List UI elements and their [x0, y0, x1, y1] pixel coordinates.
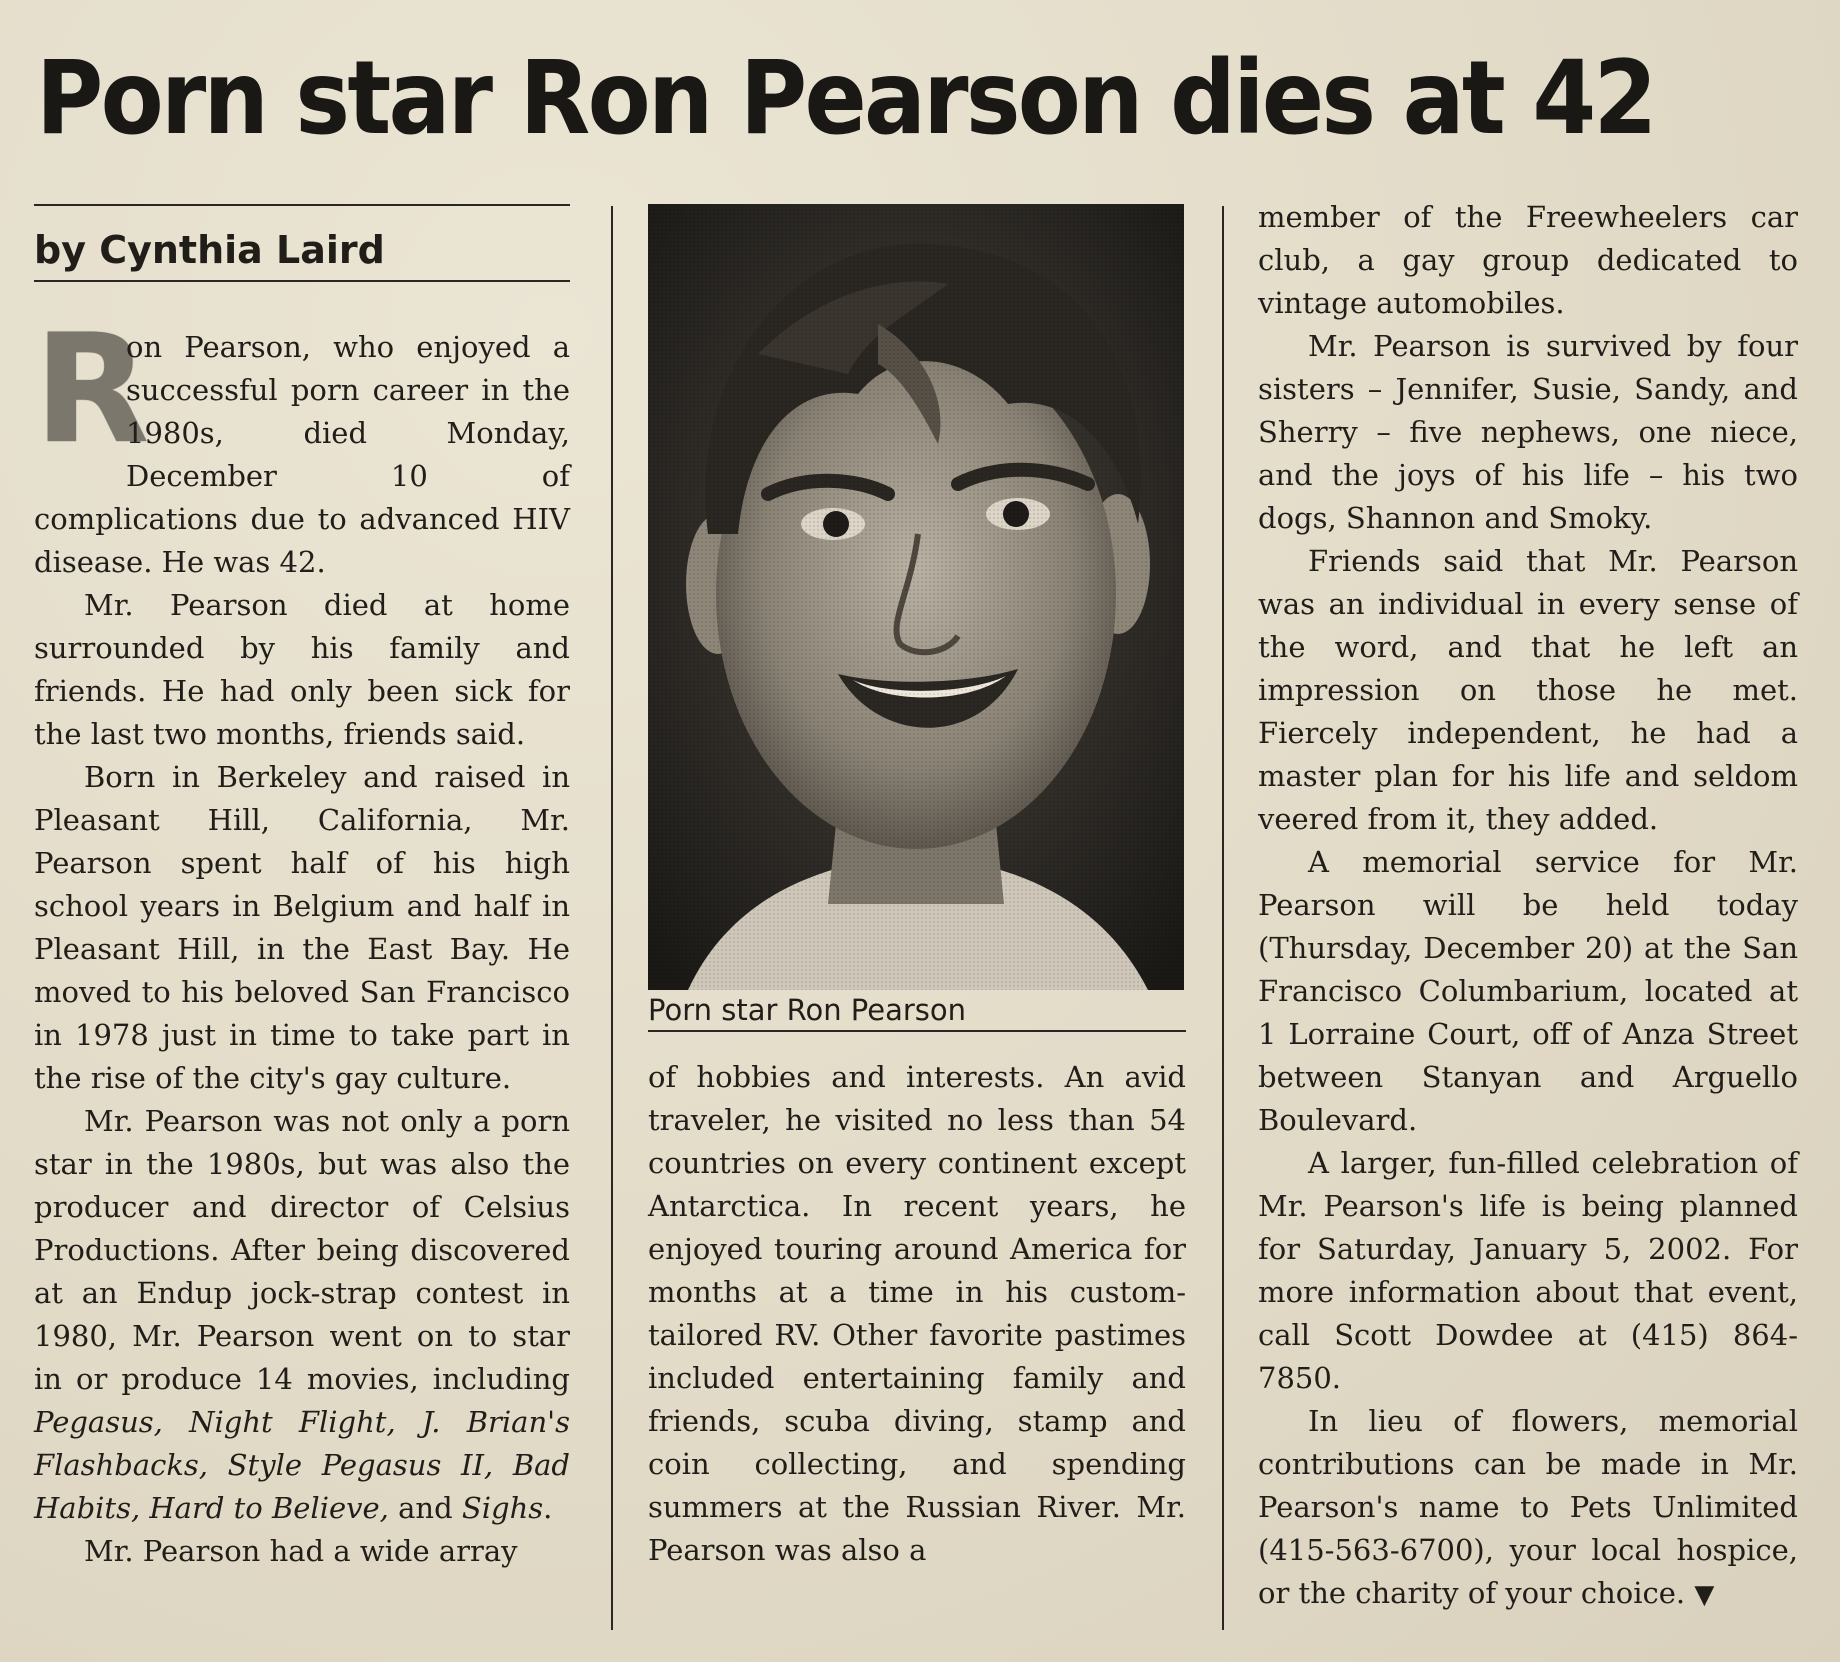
- caption-rule: [648, 1030, 1186, 1032]
- end-mark-icon: ▼: [1694, 1580, 1715, 1610]
- paragraph-text: Mr. Pearson was not only a porn star in the 1980s, but was also the producer and director of Celsius Productions. After being discovered at an Endup jock-strap contest in 1980, Mr. Pearson went on to star in or produce 14 movies, including: [34, 1104, 570, 1396]
- paragraph: Born in Berkeley and raised in Pleasant Hill, California, Mr. Pearson spent half of his high school years in Belgium and half in Pleasant Hill, in the East Bay. He moved to his beloved San Francisco in 1978 just in time to take part in the rise of the city's gay culture.: [34, 760, 570, 1095]
- byline-rule: [34, 280, 570, 282]
- headline: Porn star Ron Pearson dies at 42: [36, 39, 1655, 158]
- portrait-photo-image: [648, 204, 1184, 990]
- portrait-photo: [648, 204, 1184, 990]
- column-divider: [1222, 206, 1224, 1630]
- article-column-3: [1258, 196, 1798, 1617]
- paragraph: Mr. Pearson had a wide array: [84, 1534, 518, 1568]
- paragraph: of hobbies and interests. An avid traveler, he visited no less than 54 countries on every continent except Antarctica. In recent years, he enjoyed touring around America for months at a time in his custom-tailored RV. Other favorite pastimes included entertaining family and friends, scuba diving, stamp and coin collecting, and spending summers at the Russian River. Mr. Pearson was also a: [648, 1060, 1186, 1567]
- paragraph: A larger, fun-filled celebration of Mr. Pearson's life is being planned for Saturday, January 5, 2002. For more information about that event, call Scott Dowdee at (415) 864-7850.: [1258, 1146, 1798, 1395]
- film-title: Sighs: [461, 1491, 544, 1525]
- paragraph-text: .: [543, 1491, 553, 1525]
- paragraph-text: and: [388, 1491, 462, 1525]
- paragraph: A memorial service for Mr. Pearson will be held today (Thursday, December 20) at the San Francisco Columbarium, located at 1 Lorraine Court, off of Anza Street between Stanyan and Arguello Boulevard.: [1258, 845, 1798, 1137]
- paragraph: Friends said that Mr. Pearson was an individual in every sense of the word, and that he left an impression on those he met. Fiercely independent, he had a master plan for his life and seldom veered from it, they added.: [1258, 544, 1798, 836]
- paragraph: member of the Freewheelers car club, a gay group dedicated to vintage automobiles.: [1258, 200, 1798, 320]
- photo-caption: Porn star Ron Pearson: [648, 993, 967, 1027]
- column-divider: [611, 206, 613, 1630]
- article-column-2: [648, 204, 1186, 1572]
- byline: by Cynthia Laird: [34, 228, 385, 272]
- drop-cap: R: [34, 303, 150, 477]
- paragraph: [34, 1100, 570, 1530]
- paragraph: [34, 303, 570, 584]
- paragraph: [1258, 1400, 1798, 1617]
- byline-rule: [34, 204, 570, 206]
- paragraph-text: In lieu of flowers, memorial contributions can be made in Mr. Pearson's name to Pets Unlimited (415-563-6700), your local hospice, or the charity of your choice.: [1258, 1404, 1798, 1610]
- film-titles: Pegasus, Night Flight, J. Brian's Flashbacks, Style Pegasus II, Bad Habits, Hard to Believe,: [34, 1405, 570, 1525]
- paragraph-text: on Pearson, who enjoyed a successful porn career in the 1980s, died Monday, December 10 of complications due to advanced HIV disease. He was 42.: [34, 330, 570, 579]
- article-column-1: [34, 204, 570, 1573]
- paragraph: Mr. Pearson died at home surrounded by his family and friends. He had only been sick for the last two months, friends said.: [34, 588, 570, 751]
- paragraph: Mr. Pearson is survived by four sisters – Jennifer, Susie, Sandy, and Sherry – five nephews, one niece, and the joys of his life – his two dogs, Shannon and Smoky.: [1258, 329, 1798, 535]
